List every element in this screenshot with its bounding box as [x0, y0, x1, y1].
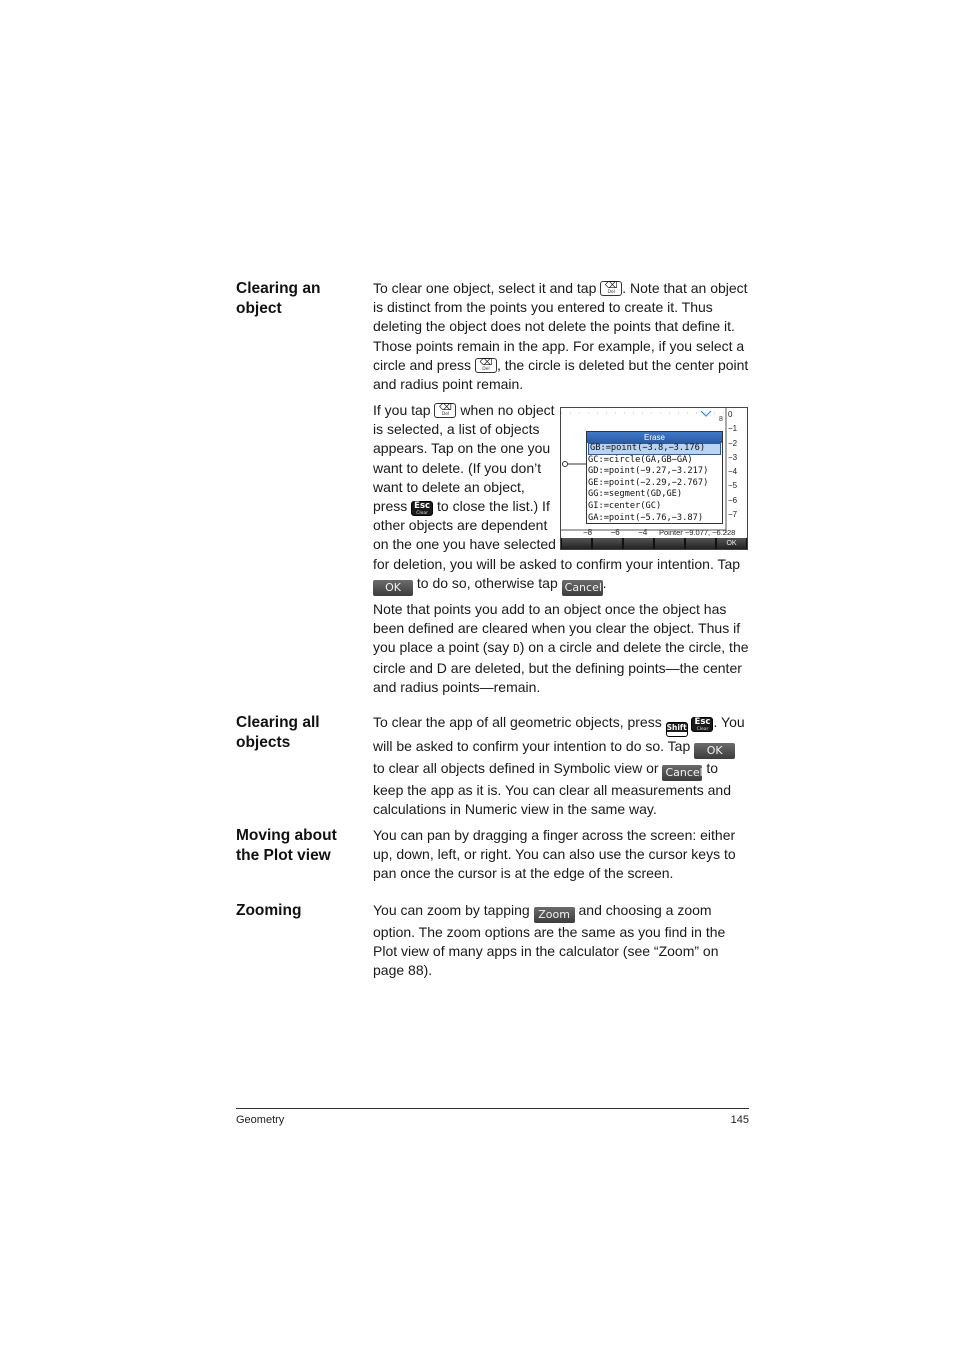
point-label: D [513, 642, 520, 656]
y-tick-label: −6 [728, 495, 738, 505]
esc-key-label: Esc [694, 717, 711, 727]
y-tick-label: −3 [728, 452, 738, 462]
x-tick-label: −8 [583, 528, 593, 537]
key-sublabel: Clear [696, 727, 709, 732]
esc-key-icon [411, 501, 433, 516]
text-run: ) on a circle and delete the circle, the circle and D are deleted, but the defining points—the center and radius points—remain. [373, 639, 749, 695]
key-sublabel: Del [482, 366, 490, 372]
y-tick-label: 0 [728, 410, 733, 419]
key-sublabel: Del [441, 412, 450, 417]
text-run: You can zoom by tapping [373, 902, 534, 918]
esc-key-icon [691, 717, 713, 732]
del-key-icon [600, 281, 622, 296]
text-run: to do so, otherwise tap [413, 574, 562, 591]
backspace-icon: ⌫ [479, 357, 493, 368]
pointer-label: Pointer [659, 528, 683, 537]
erase-list-item[interactable]: GB:=point(−3.8,−3.176) [588, 443, 721, 455]
del-key-icon [475, 358, 497, 373]
text-run: To clear one object, select it and tap [373, 280, 601, 296]
heading-moving: Moving about the Plot view [236, 827, 337, 864]
shift-key-label: Shift [666, 723, 687, 732]
shift-key-icon [666, 722, 688, 737]
erase-list-item[interactable]: GG:=segment(GD,GE) [588, 489, 683, 500]
esc-key-label: Esc [414, 501, 431, 512]
pointer-coords: −9.077, −6.228 [684, 528, 736, 537]
cancel-softkey-icon: Cancel [562, 580, 603, 596]
text-run: to clear all objects defined in Symbolic view or [373, 760, 663, 776]
text-run: . Note that an object is distinct from the points you entered to create it. Thus deleting the object does not delete the points that define it. Those points remain in the app. For example, if you select a circle and press [373, 280, 748, 373]
paragraph-erase-list [373, 401, 749, 596]
y-tick-label: −1 [728, 424, 738, 434]
text-run: If you tap [373, 402, 435, 418]
footer-chapter: Geometry [236, 1114, 285, 1126]
footer-rule [236, 1108, 749, 1109]
heading-zooming: Zooming [236, 902, 302, 919]
x-tick-label: −4 [638, 528, 648, 537]
float-spacer [559, 401, 749, 545]
page-number: 145 [730, 1114, 749, 1126]
zoom-softkey-icon: Zoom [534, 907, 575, 923]
y-tick-label: −5 [728, 481, 738, 491]
key-sublabel: Del [607, 290, 615, 295]
erase-list-item[interactable]: GI:=center(GC) [588, 500, 662, 511]
text-run: . [602, 574, 607, 591]
paragraph-dependent-points [373, 600, 749, 697]
erase-dialog-title: Erase [587, 432, 722, 443]
text-run: Note that points you add to an object once the object has been defined are cleared when you clear the object. Thus if you place a point (say [373, 601, 741, 656]
erase-list-item[interactable]: GE:=point(−2.29,−2.767) [588, 477, 709, 488]
ok-softkey-icon: OK [373, 580, 413, 596]
paragraph-moving: You can pan by dragging a finger across the screen: either up, down, left, or right. You can also use the cursor keys to pan once the cursor is at the edge of the screen. [373, 827, 736, 882]
text-run: , the circle is deleted but the center point and radius point remain. [373, 356, 749, 393]
text-run: To clear the app of all geometric objects, press [373, 714, 666, 730]
heading-clearing-all: Clearing all objects [236, 714, 320, 751]
erase-list-item[interactable]: GC:=circle(GA,GB−GA) [588, 454, 693, 465]
y-tick-label: −4 [728, 467, 738, 477]
text-run: to close the list.) If other objects are dependent on the one you have selected for deletion, you will be asked to confirm your intention. Tap [373, 498, 741, 572]
erase-list-item[interactable]: GD:=point(−9.27,−3.217) [588, 466, 709, 477]
key-sublabel: Clear [416, 511, 429, 517]
erase-list-item[interactable]: GA:=point(−5.76,−3.87) [588, 512, 704, 523]
y-tick-label: −2 [728, 438, 738, 448]
paragraph-zooming [373, 901, 749, 981]
axis-marker: 8 [719, 416, 723, 423]
ok-softkey-icon: OK [694, 743, 735, 759]
backspace-icon: ⌫ [439, 403, 452, 413]
text-run: and choosing a zoom option. The zoom options are the same as you find in the Plot view of many apps in the calculator (see “Zoom” on page 88). [373, 902, 726, 979]
paragraph-clear-all [373, 713, 749, 819]
text-run: when no object is selected, a list of objects appears. Tap on the one you want to delete. (If you don’t want to delete an object, press [373, 402, 555, 515]
cancel-softkey-icon: Cancel [662, 765, 702, 781]
softkey-ok[interactable]: OK [717, 538, 746, 549]
backspace-icon: ⌫ [604, 281, 618, 291]
del-key-icon [434, 403, 456, 418]
heading-clearing-object: Clearing an object [236, 280, 321, 317]
text-run: to keep the app as it is. You can clear all measurements and calculations in Numeric view in the same way. [373, 760, 731, 818]
x-tick-label: −6 [610, 528, 620, 537]
y-tick-label: −7 [728, 510, 738, 520]
text-run: . You will be asked to confirm your intention to do so. Tap [373, 714, 745, 754]
paragraph-clear-one [373, 279, 749, 394]
